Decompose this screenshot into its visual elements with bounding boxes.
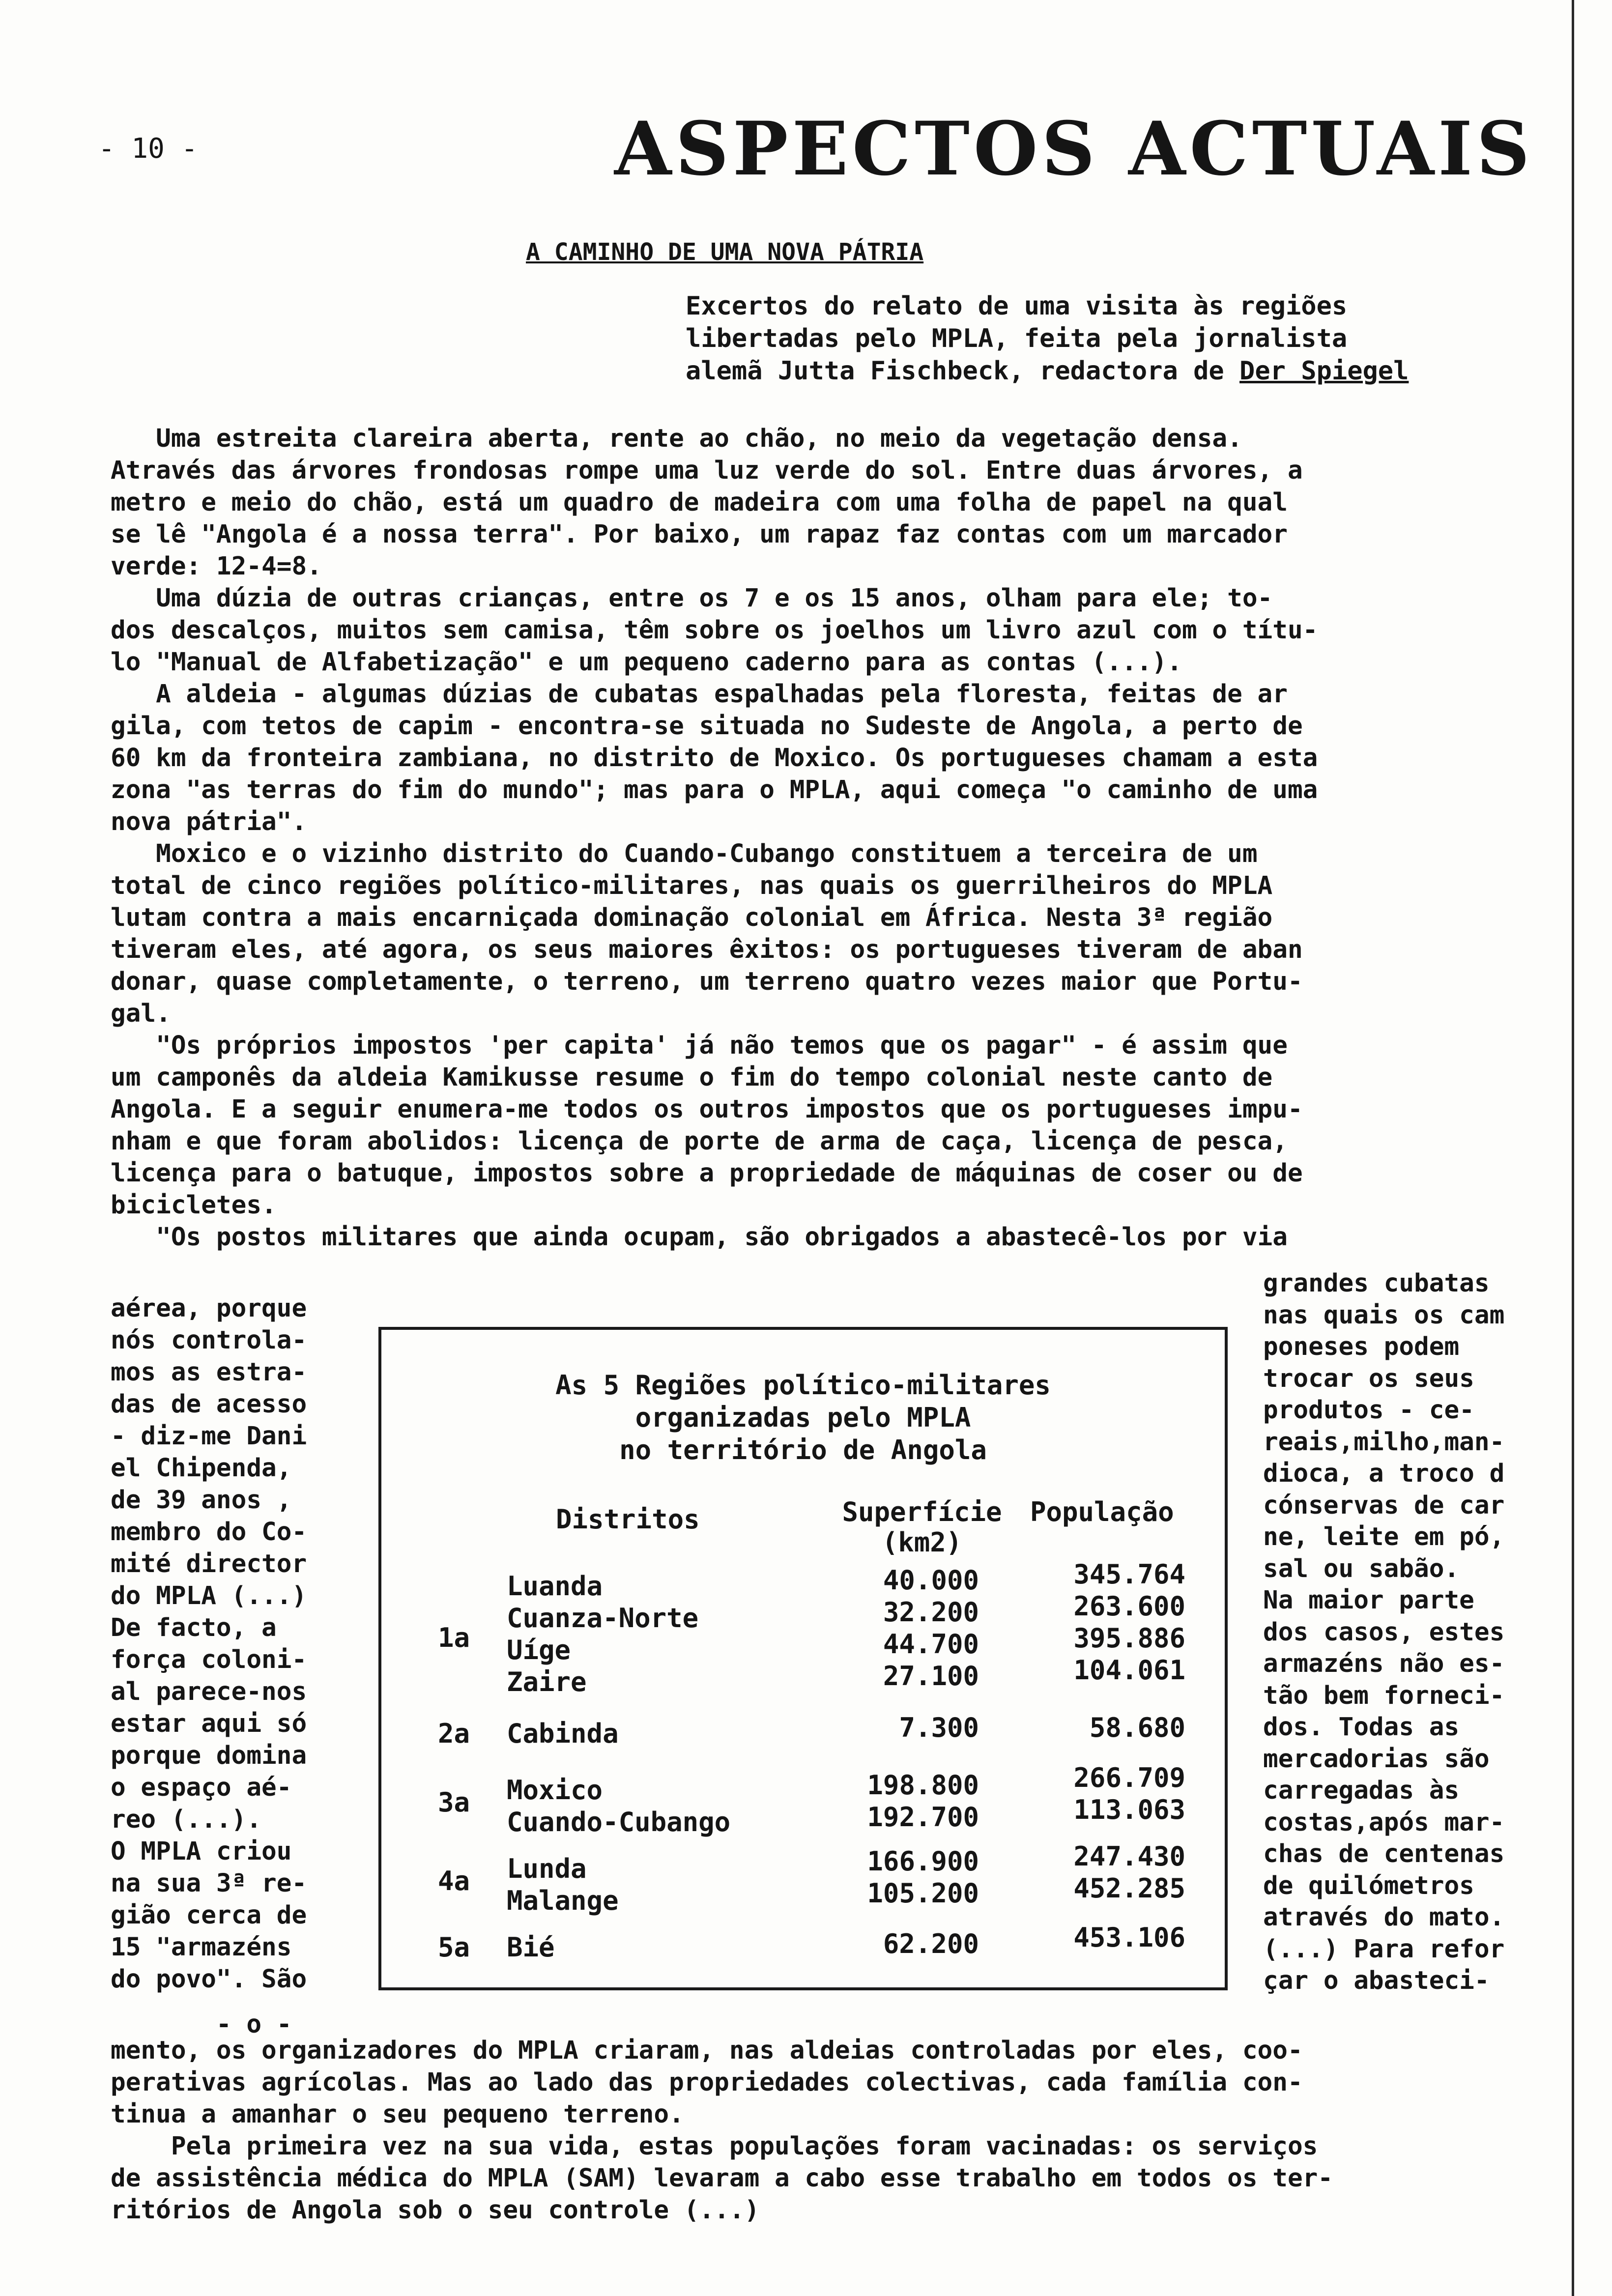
table-title-line: organizadas pelo MPLA	[635, 1402, 971, 1433]
district-area: 192.700	[867, 1802, 979, 1833]
table-title-line: no território de Angola	[619, 1435, 987, 1465]
column-line: nós controla-	[111, 1326, 307, 1355]
body-line: de assistência médica do MPLA (SAM) levaram a cabo esse trabalho em todos os ter-	[111, 2164, 1333, 2193]
column-line: dos. Todas as	[1263, 1713, 1460, 1742]
district-population: 345.764	[1073, 1559, 1185, 1590]
table-title-line: As 5 Regiões político-militares	[555, 1370, 1051, 1401]
body-line: lo "Manual de Alfabetização" e um pequeno caderno para as contas (...).	[111, 648, 1182, 677]
district-name: Cuanza-Norte	[507, 1603, 699, 1634]
excerpt-line	[686, 355, 1531, 387]
body-line: se lê "Angola é a nossa terra". Por baixo, um rapaz faz contas com um marcador	[111, 520, 1288, 549]
column-line: reais,milho,man-	[1263, 1427, 1505, 1457]
body-line: Uma estreita clareira aberta, rente ao chão, no meio da vegetação densa.	[111, 424, 1242, 453]
body-line: lutam contra a mais encarniçada dominação colonial em África. Nesta 3ª região	[111, 903, 1273, 932]
body-line: A aldeia - algumas dúzias de cubatas espalhadas pela floresta, feitas de ar	[111, 680, 1288, 709]
column-line: de quilómetros	[1263, 1871, 1474, 1900]
district-area: 7.300	[899, 1712, 979, 1743]
body-line: Moxico e o vizinho distrito do Cuando-Cubango constituem a terceira de um	[111, 839, 1258, 868]
district-area: 166.900	[867, 1846, 979, 1877]
header-superficie-label: Superfície	[842, 1496, 1002, 1527]
column-line: 15 "armazéns	[111, 1933, 292, 1962]
district-name: Zaire	[507, 1666, 587, 1697]
district-population: 395.886	[1073, 1623, 1185, 1654]
excerpt-line: Excertos do relato de uma visita às regiões	[686, 291, 1348, 321]
column-line: força coloni-	[111, 1645, 307, 1674]
body-line: donar, quase completamente, o terreno, um terreno quatro vezes maior que Portu-	[111, 967, 1303, 996]
body-line: nham e que foram abolidos: licença de porte de arma de caça, licença de pesca,	[111, 1127, 1288, 1156]
column-line: o espaço aé-	[111, 1773, 292, 1802]
column-line: do MPLA (...)	[111, 1581, 307, 1610]
district-area: 40.000	[883, 1565, 979, 1596]
column-line: armazéns não es-	[1263, 1649, 1505, 1678]
article-body-continued	[111, 2035, 1546, 2226]
left-column-text	[111, 1292, 376, 1995]
district-name: Malange	[507, 1885, 619, 1916]
district-name: Uíge	[507, 1635, 571, 1665]
column-line: porque domina	[111, 1741, 307, 1770]
region-number: 5a	[438, 1932, 470, 1963]
region-number: 1a	[438, 1622, 470, 1653]
section-title: ASPECTOS ACTUAIS	[614, 106, 1534, 192]
column-line: membro do Co-	[111, 1518, 307, 1547]
district-population: 266.709	[1073, 1762, 1185, 1793]
article-body	[111, 423, 1536, 1253]
body-line: metro e meio do chão, está um quadro de madeira com uma folha de papel na qual	[111, 488, 1288, 517]
column-line: cónservas de car	[1263, 1491, 1505, 1520]
column-line: Na maior parte	[1263, 1586, 1474, 1615]
district-area: 62.200	[883, 1928, 979, 1959]
column-line: tão bem forneci-	[1263, 1681, 1505, 1710]
header-distritos: Distritos	[556, 1504, 700, 1535]
column-line: dioca, a troco d	[1263, 1459, 1505, 1488]
column-line: do povo". São	[111, 1965, 307, 1994]
column-line: carregadas às	[1263, 1776, 1460, 1805]
column-line: mercadorias são	[1263, 1744, 1490, 1774]
body-line: zona "as terras do fim do mundo"; mas para o MPLA, aqui começa "o caminho de uma	[111, 775, 1318, 804]
body-line: Pela primeira vez na sua vida, estas populações foram vacinadas: os serviços	[111, 2132, 1318, 2161]
column-line: De facto, a	[111, 1613, 277, 1642]
body-line: bicicletes.	[111, 1191, 277, 1220]
district-area: 198.800	[867, 1770, 979, 1801]
body-line: verde: 12-4=8.	[111, 552, 322, 581]
district-name: Moxico	[507, 1775, 603, 1806]
body-line: dos descalços, muitos sem camisa, têm sobre os joelhos um livro azul com o títu-	[111, 616, 1318, 645]
article-excerpt	[686, 290, 1531, 387]
column-line: sal ou sabão.	[1263, 1554, 1460, 1583]
district-area: 105.200	[867, 1878, 979, 1909]
section-separator: - o -	[216, 2010, 292, 2039]
column-line: dos casos, estes	[1263, 1617, 1505, 1647]
body-line: 60 km da fronteira zambiana, no distrito de Moxico. Os portugueses chamam a esta	[111, 744, 1318, 773]
publication-name: Der Spiegel	[1239, 356, 1409, 386]
body-line: Angola. E a seguir enumera-me todos os outros impostos que os portugueses impu-	[111, 1095, 1303, 1124]
region-number: 4a	[438, 1866, 470, 1896]
body-line: tiveram eles, até agora, os seus maiores êxitos: os portugueses tiveram de aban	[111, 935, 1303, 964]
district-area: 27.100	[883, 1661, 979, 1692]
column-line: (...) Para refor	[1263, 1934, 1505, 1964]
excerpt-line: libertadas pelo MPLA, feita pela jornalista	[686, 324, 1348, 353]
body-line: gila, com tetos de capim - encontra-se situada no Sudeste de Angola, a perto de	[111, 712, 1303, 741]
column-line: nas quais os cam	[1263, 1300, 1505, 1330]
body-line: licença para o batuque, impostos sobre a propriedade de máquinas de coser ou de	[111, 1159, 1303, 1188]
column-line: costas,após mar-	[1263, 1808, 1505, 1837]
column-line: aérea, porque	[111, 1294, 307, 1323]
district-name: Luanda	[507, 1571, 603, 1602]
body-line: Uma dúzia de outras crianças, entre os 7 e os 15 anos, olham para ele; to-	[111, 584, 1273, 613]
regions-table	[378, 1327, 1228, 1990]
body-line: "Os postos militares que ainda ocupam, são obrigados a abastecê-los por via	[111, 1223, 1288, 1252]
district-area: 32.200	[883, 1597, 979, 1628]
body-line: "Os próprios impostos 'per capita' já não temos que os pagar" - é assim que	[111, 1031, 1288, 1060]
district-population: 104.061	[1073, 1655, 1185, 1686]
district-name: Lunda	[507, 1853, 587, 1884]
column-line: el Chipenda,	[111, 1454, 292, 1483]
column-line: através do mato.	[1263, 1903, 1505, 1932]
body-line: nova pátria".	[111, 807, 307, 836]
column-line: çar o abasteci-	[1263, 1966, 1490, 1995]
body-line: total de cinco regiões político-militares, nas quais os guerrilheiros do MPLA	[111, 871, 1273, 900]
region-number: 3a	[438, 1787, 470, 1818]
body-line: mento, os organizadores do MPLA criaram, nas aldeias controladas por eles, coo-	[111, 2036, 1303, 2065]
column-line: grandes cubatas	[1263, 1269, 1490, 1298]
column-line: na sua 3ª re-	[111, 1869, 307, 1898]
district-population: 452.285	[1073, 1873, 1185, 1904]
column-line: - diz-me Dani	[111, 1422, 307, 1451]
column-line: trocar os seus	[1263, 1364, 1474, 1393]
column-line: ne, leite em pó,	[1263, 1522, 1505, 1551]
header-superficie-unit: (km2)	[882, 1527, 962, 1558]
district-population: 247.430	[1073, 1841, 1185, 1872]
table-title	[381, 1369, 1225, 1466]
column-line: produtos - ce-	[1263, 1396, 1474, 1425]
body-line: tinua a amanhar o seu pequeno terreno.	[111, 2100, 684, 2129]
body-line: gal.	[111, 999, 171, 1028]
header-populacao: População	[1030, 1496, 1174, 1527]
column-line: chas de centenas	[1263, 1839, 1505, 1868]
column-line: mos as estra-	[111, 1358, 307, 1387]
right-column-text	[1263, 1268, 1568, 1997]
body-line: ritórios de Angola sob o seu controle (...)	[111, 2196, 760, 2225]
column-line: estar aqui só	[111, 1709, 307, 1738]
column-line: al parece-nos	[111, 1677, 307, 1706]
body-line: perativas agrícolas. Mas ao lado das propriedades colectivas, cada família con-	[111, 2068, 1303, 2097]
district-name: Cabinda	[507, 1718, 619, 1749]
column-line: de 39 anos ,	[111, 1486, 292, 1515]
column-line: reo (...).	[111, 1805, 262, 1834]
excerpt-line-text: alemã Jutta Fischbeck, redactora de	[686, 356, 1240, 386]
district-population: 58.680	[1089, 1712, 1185, 1743]
page-edge-line	[1572, 0, 1574, 2296]
column-line: das de acesso	[111, 1390, 307, 1419]
body-line: um camponês da aldeia Kamikusse resume o fim do tempo colonial neste canto de	[111, 1063, 1273, 1092]
column-line: O MPLA criou	[111, 1837, 292, 1866]
column-line: mité director	[111, 1550, 307, 1578]
column-line: gião cerca de	[111, 1901, 307, 1930]
region-number: 2a	[438, 1718, 470, 1749]
district-population: 113.063	[1073, 1794, 1185, 1825]
district-name: Cuando-Cubango	[507, 1807, 731, 1837]
article-title: A CAMINHO DE UMA NOVA PÁTRIA	[526, 238, 924, 266]
header-superficie	[824, 1497, 1020, 1558]
district-population: 453.106	[1073, 1922, 1185, 1953]
district-area: 44.700	[883, 1629, 979, 1660]
district-population: 263.600	[1073, 1591, 1185, 1622]
column-line: poneses podem	[1263, 1332, 1460, 1361]
page-number: - 10 -	[98, 133, 198, 165]
body-line: Através das árvores frondosas rompe uma luz verde do sol. Entre duas árvores, a	[111, 456, 1303, 485]
district-name: Bié	[507, 1932, 555, 1963]
